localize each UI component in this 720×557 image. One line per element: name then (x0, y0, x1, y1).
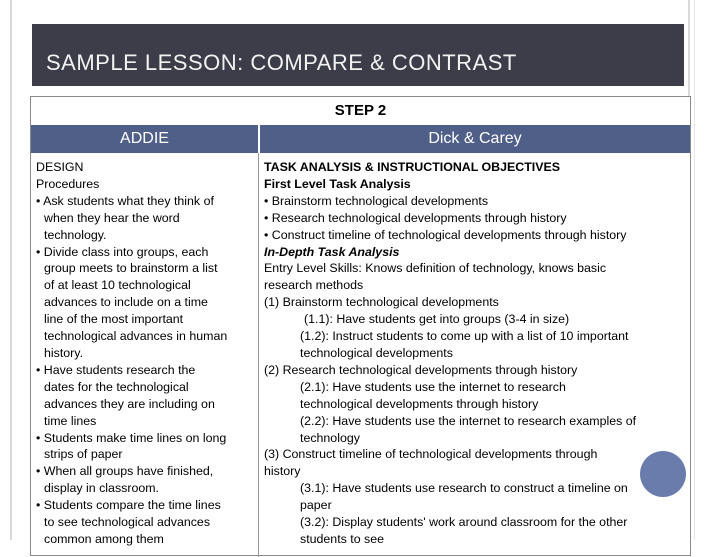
slide-title: SAMPLE LESSON: COMPARE & CONTRAST (46, 50, 517, 75)
dick-carey-line: (3.2): Display students' work around classroom for the other (300, 515, 628, 530)
title-bar (32, 24, 684, 86)
addie-line: common among them (44, 531, 164, 546)
dick-carey-line: (1.2): Instruct students to come up with a list of 10 important (300, 329, 629, 344)
addie-line: • Ask students what they think of (36, 193, 214, 208)
dick-carey-line: Entry Level Skills: Knows definition of technology, knows basic (264, 261, 607, 276)
addie-line: • Students make time lines on long (36, 430, 227, 445)
dick-carey-line: TASK ANALYSIS & INSTRUCTIONAL OBJECTIVES (264, 160, 561, 174)
addie-line: technological advances in human (44, 329, 228, 344)
step-row (31, 97, 690, 125)
addie-line: • Students compare the time lines (36, 498, 221, 513)
slide-frame-right-inner (694, 0, 695, 540)
dick-carey-line: First Level Task Analysis (264, 176, 411, 191)
dick-carey-line: technological developments through history (300, 396, 539, 411)
dick-carey-column-text (264, 159, 688, 548)
addie-line: to see technological advances (44, 515, 211, 530)
addie-line: display in classroom. (44, 481, 160, 496)
addie-line: line of the most important (44, 312, 184, 327)
dick-carey-line: • Research technological developments through history (264, 210, 567, 225)
header-divider (258, 125, 260, 153)
addie-line: Procedures (36, 176, 100, 191)
dick-carey-line: technology (300, 430, 360, 445)
addie-line: advances they are including on (44, 396, 215, 411)
comparison-table (30, 96, 691, 556)
column-header-dick-carey: Dick & Carey (428, 130, 522, 147)
column-divider (258, 125, 259, 557)
dick-carey-line: (1.1): Have students get into groups (3-4 in size) (304, 312, 570, 327)
dick-carey-line: technological developments (300, 345, 453, 360)
step-label: STEP 2 (334, 102, 387, 119)
addie-line: • Have students research the (36, 362, 196, 377)
dick-carey-line: research methods (264, 278, 364, 293)
addie-line: time lines (44, 413, 97, 428)
dick-carey-line: (2) Research technological developments through history (264, 362, 578, 377)
dick-carey-line: (2.2): Have students use the internet to research examples of (300, 413, 637, 428)
addie-line: technology. (44, 227, 107, 242)
slide-frame-left (10, 0, 12, 540)
addie-line: group meets to brainstorm a list (44, 261, 218, 276)
addie-line: dates for the technological (44, 379, 189, 394)
dick-carey-line: history (264, 464, 301, 479)
addie-line: • Divide class into groups, each (36, 244, 209, 259)
dick-carey-line: (2.1): Have students use the internet to research (300, 379, 566, 394)
dick-carey-line: • Construct timeline of technological developments through history (264, 227, 627, 242)
addie-line: of at least 10 technological (44, 278, 191, 293)
addie-line: advances to include on a time (44, 295, 208, 310)
addie-line: strips of paper (44, 447, 123, 462)
decorative-circle (640, 451, 686, 497)
dick-carey-line: (1) Brainstorm technological developments (264, 295, 499, 310)
addie-line: DESIGN (36, 160, 84, 174)
addie-line: history. (44, 345, 84, 360)
dick-carey-line: (3.1): Have students use research to construct a timeline on (300, 481, 628, 496)
column-header-addie: ADDIE (120, 130, 169, 147)
dick-carey-line: • Brainstorm technological developments (264, 193, 489, 208)
addie-column-text (36, 159, 256, 548)
dick-carey-line: students to see (300, 531, 385, 546)
dick-carey-line: paper (300, 498, 332, 513)
header-row (31, 125, 690, 153)
addie-line: when they hear the word (44, 210, 180, 225)
dick-carey-line: In-Depth Task Analysis (264, 244, 400, 259)
dick-carey-line: (3) Construct timeline of technological developments through (264, 447, 598, 462)
addie-line: • When all groups have finished, (36, 464, 214, 479)
